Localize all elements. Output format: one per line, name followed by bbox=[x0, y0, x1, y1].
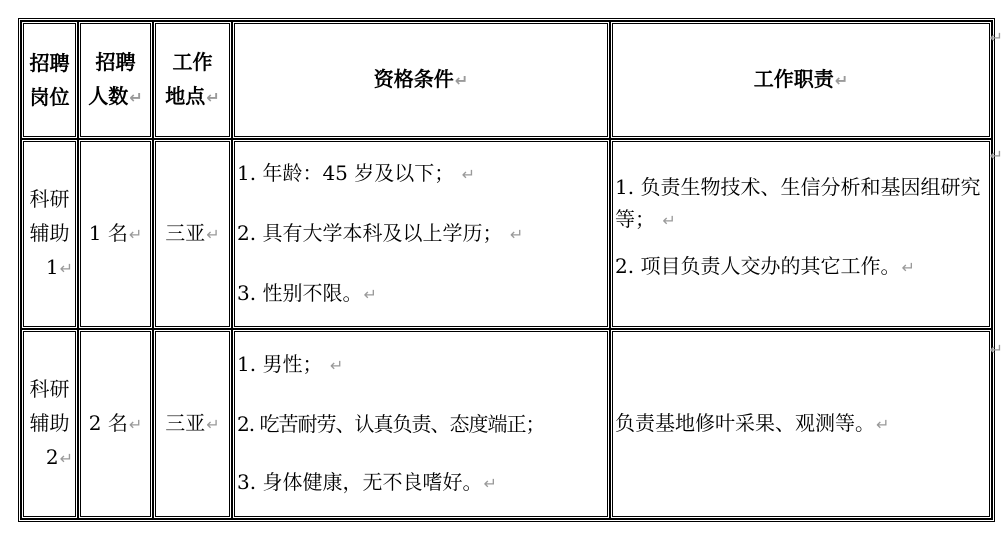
paragraph-mark: ↵ bbox=[363, 285, 377, 304]
header-count: 招聘 人数↵ bbox=[78, 21, 153, 139]
recruitment-table bbox=[18, 18, 995, 522]
paragraph-mark: ↵ bbox=[483, 474, 497, 493]
paragraph-mark: ↵ bbox=[662, 211, 676, 230]
paragraph-mark: ↵ bbox=[454, 71, 469, 90]
header-position: 招聘 岗位 bbox=[21, 21, 78, 139]
table-row bbox=[21, 329, 992, 519]
row-end-mark: ↵ bbox=[989, 340, 1003, 359]
paragraph-mark: ↵ bbox=[206, 415, 220, 434]
header-location: 工作 地点↵ bbox=[153, 21, 232, 139]
paragraph-mark: ↵ bbox=[129, 88, 143, 107]
paragraph-mark: ↵ bbox=[329, 356, 344, 375]
row-end-mark: ↵ bbox=[989, 146, 1003, 165]
cell-duties: 1. 负责生物技术、生信分析和基因组研究等； ↵ 2. 项目负责人交办的其它工作。↵ bbox=[610, 139, 992, 329]
cell-duties: 负责基地修叶采果、观测等。↵ bbox=[610, 329, 992, 519]
header-duties: 工作职责↵ bbox=[610, 21, 992, 139]
paragraph-mark: ↵ bbox=[206, 225, 220, 244]
cell-count: 1 名↵ bbox=[78, 139, 153, 329]
paragraph-mark: ↵ bbox=[206, 88, 220, 107]
cell-location: 三亚↵ bbox=[153, 139, 232, 329]
cell-location: 三亚↵ bbox=[153, 329, 232, 519]
paragraph-mark: ↵ bbox=[901, 258, 915, 277]
paragraph-mark: ↵ bbox=[128, 415, 143, 434]
paragraph-mark: ↵ bbox=[876, 415, 890, 434]
cell-position: 科研 辅助 2↵ bbox=[21, 329, 78, 519]
cell-position: 科研 辅助 1↵ bbox=[21, 139, 78, 329]
cell-qualifications: 1. 年龄：45 岁及以下； ↵ 2. 具有大学本科及以上学历； ↵ 3. 性别不限。↵ bbox=[232, 139, 610, 329]
table-row bbox=[21, 139, 992, 329]
paragraph-mark: ↵ bbox=[461, 165, 476, 184]
paragraph-mark: ↵ bbox=[59, 259, 73, 278]
paragraph-mark: ↵ bbox=[509, 225, 524, 244]
header-qualifications: 资格条件↵ bbox=[232, 21, 610, 139]
header-row bbox=[21, 21, 992, 139]
paragraph-mark: ↵ bbox=[834, 71, 849, 90]
cell-qualifications: 1. 男性； ↵ 2. 吃苦耐劳、认真负责、态度端正； 3. 身体健康，无不良嗜好。↵ bbox=[232, 329, 610, 519]
paragraph-mark: ↵ bbox=[59, 449, 73, 468]
cell-count: 2 名↵ bbox=[78, 329, 153, 519]
paragraph-mark: ↵ bbox=[128, 225, 143, 244]
row-end-mark: ↵ bbox=[989, 28, 1003, 47]
